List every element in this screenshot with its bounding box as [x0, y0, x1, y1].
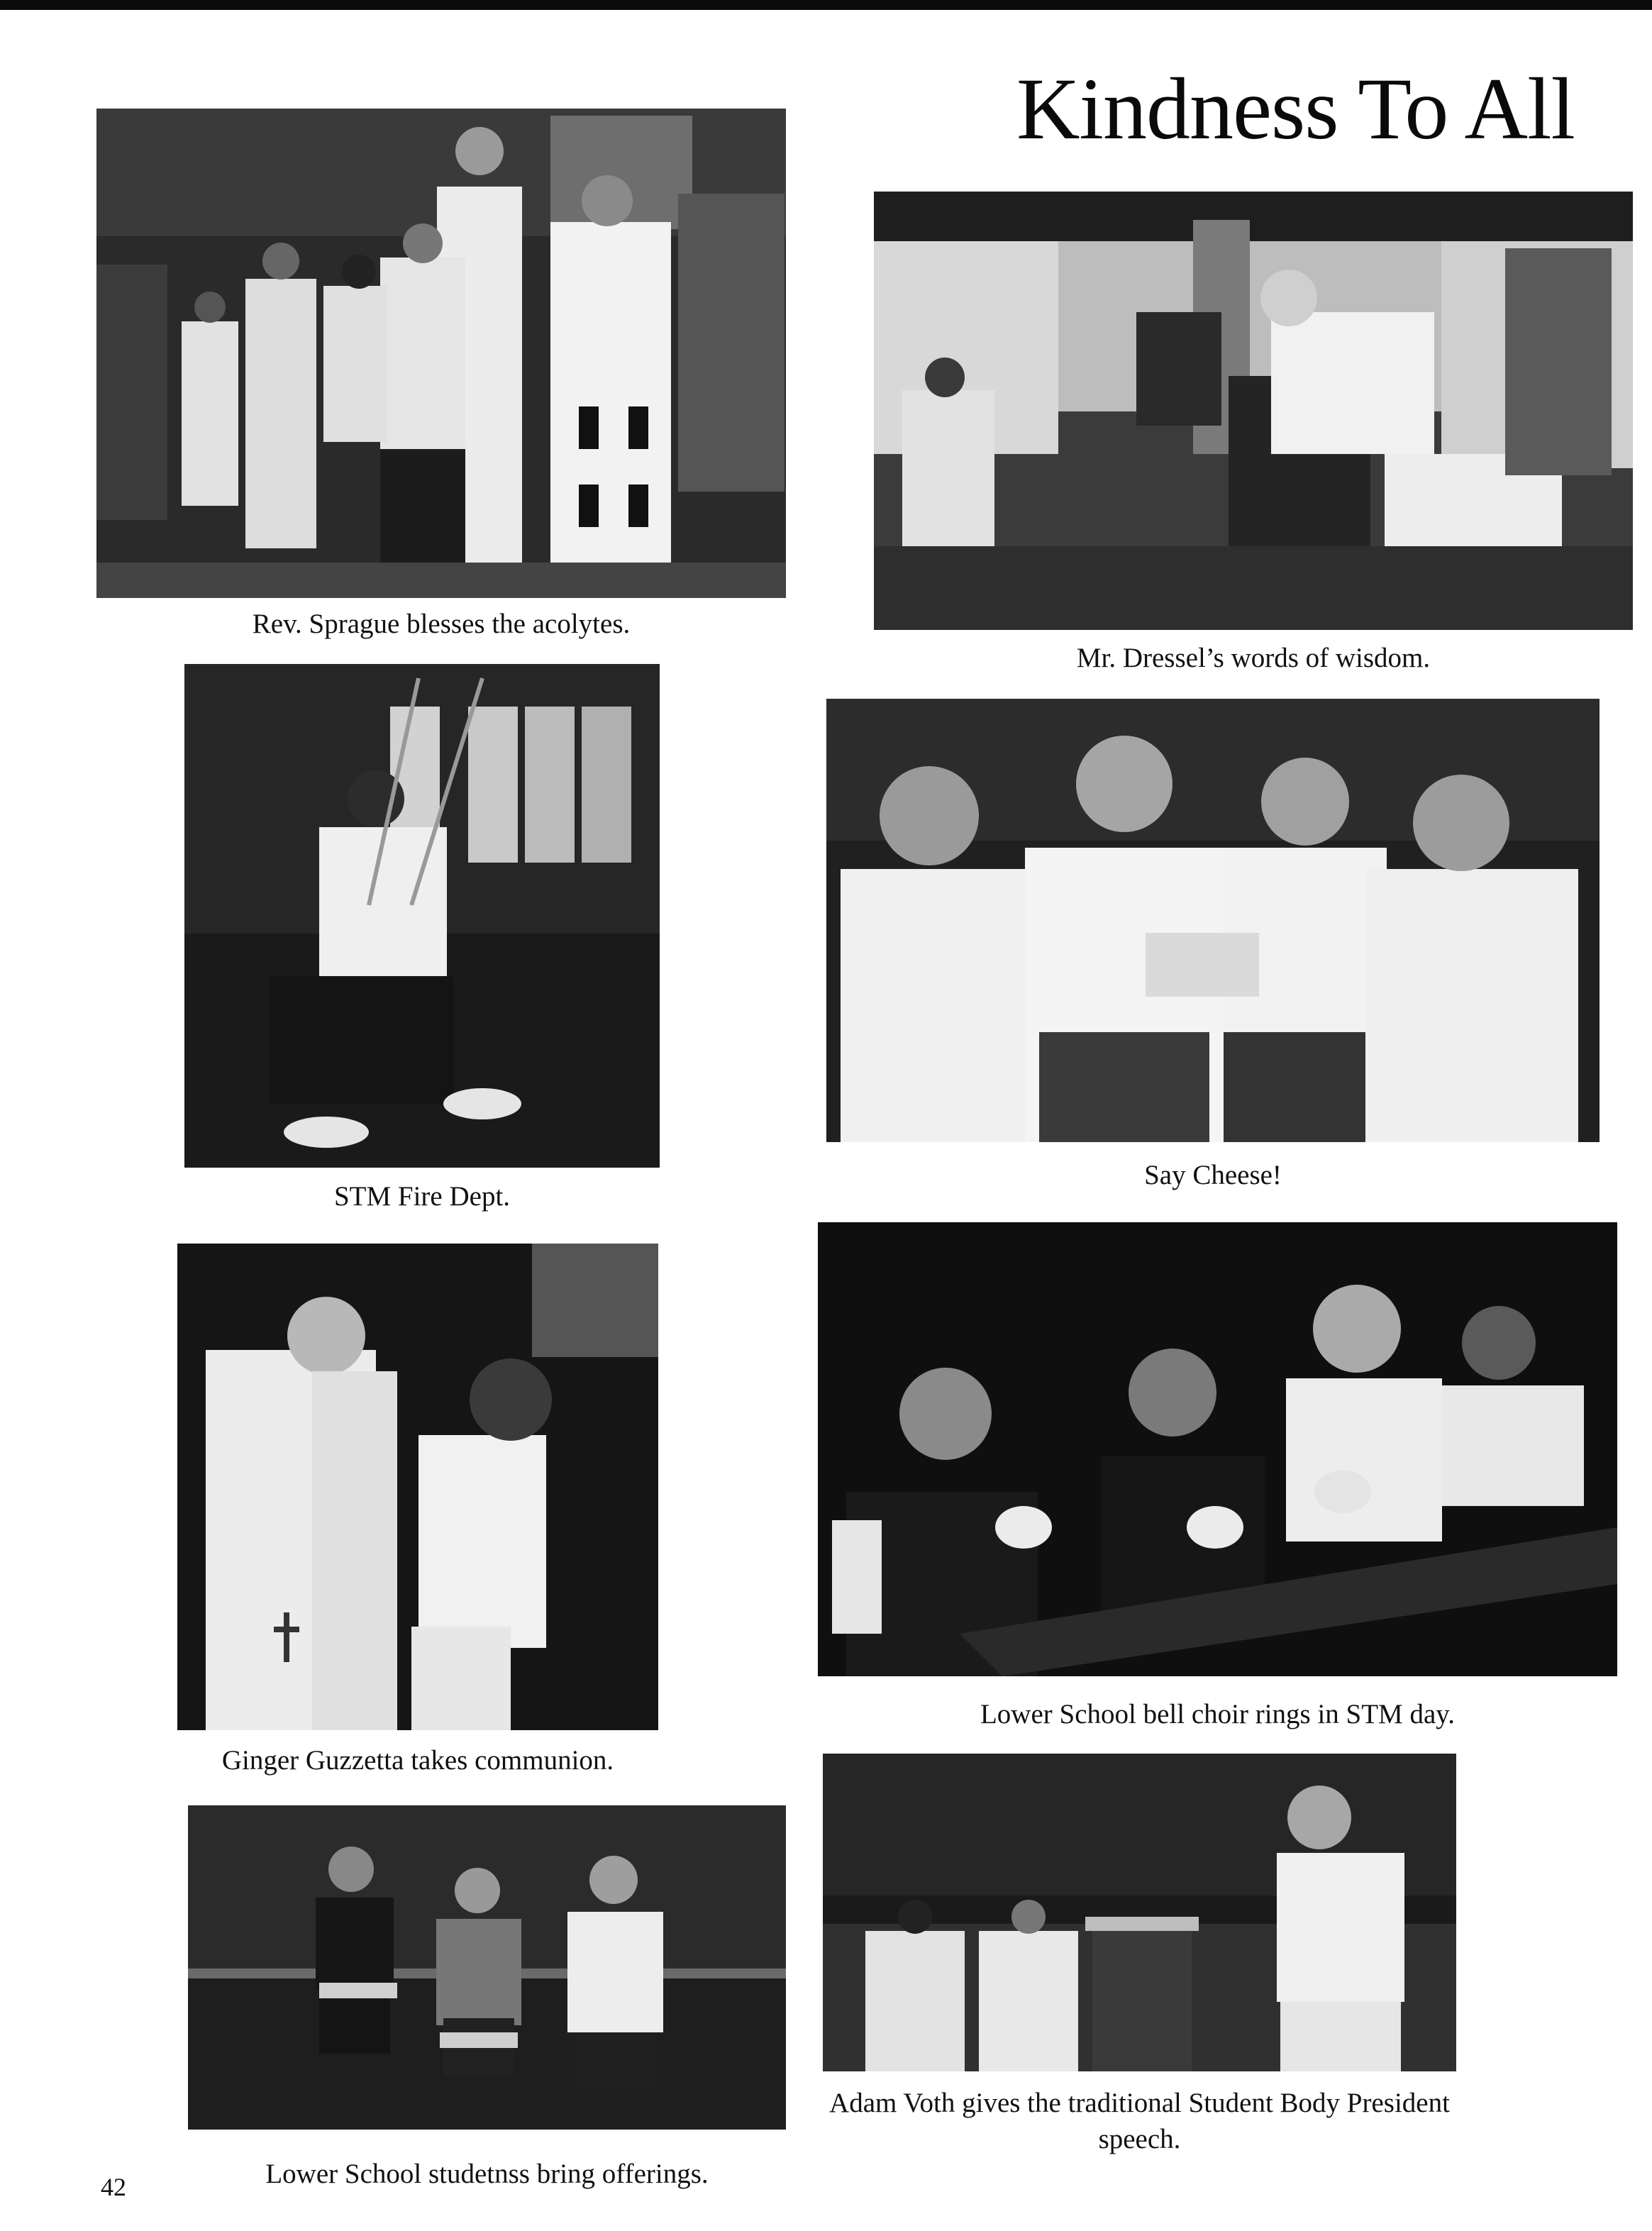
- photo-caption: STM Fire Dept.: [333, 1181, 511, 1212]
- photo-caption: Lower School bell choir rings in STM day.: [980, 1699, 1456, 1729]
- four-girls-photo: [826, 699, 1600, 1142]
- speaker-podium-photo: [874, 192, 1633, 630]
- photo-caption: Say Cheese!: [1144, 1160, 1282, 1190]
- photo-caption: Adam Voth gives the traditional Student Body President speech.: [829, 2088, 1450, 2154]
- page-title: Kindness To All: [1016, 60, 1575, 157]
- bell-choir-photo: [818, 1222, 1617, 1676]
- communion-photo: [177, 1244, 658, 1730]
- photo-caption: Mr. Dressel’s words of wisdom.: [1076, 643, 1431, 673]
- photo-caption: Lower School studetnss bring offerings.: [265, 2159, 709, 2189]
- student-speech-photo: [823, 1754, 1456, 2071]
- offerings-photo: [188, 1805, 786, 2130]
- kneeling-acolyte-photo: [184, 664, 660, 1168]
- photo-caption: Ginger Guzzetta takes communion.: [221, 1745, 614, 1776]
- page-number: 42: [101, 2173, 126, 2201]
- acolytes-blessing-photo: [96, 109, 786, 598]
- page-top-border: [0, 0, 1652, 10]
- photo-caption: Rev. Sprague blesses the acolytes.: [252, 609, 631, 639]
